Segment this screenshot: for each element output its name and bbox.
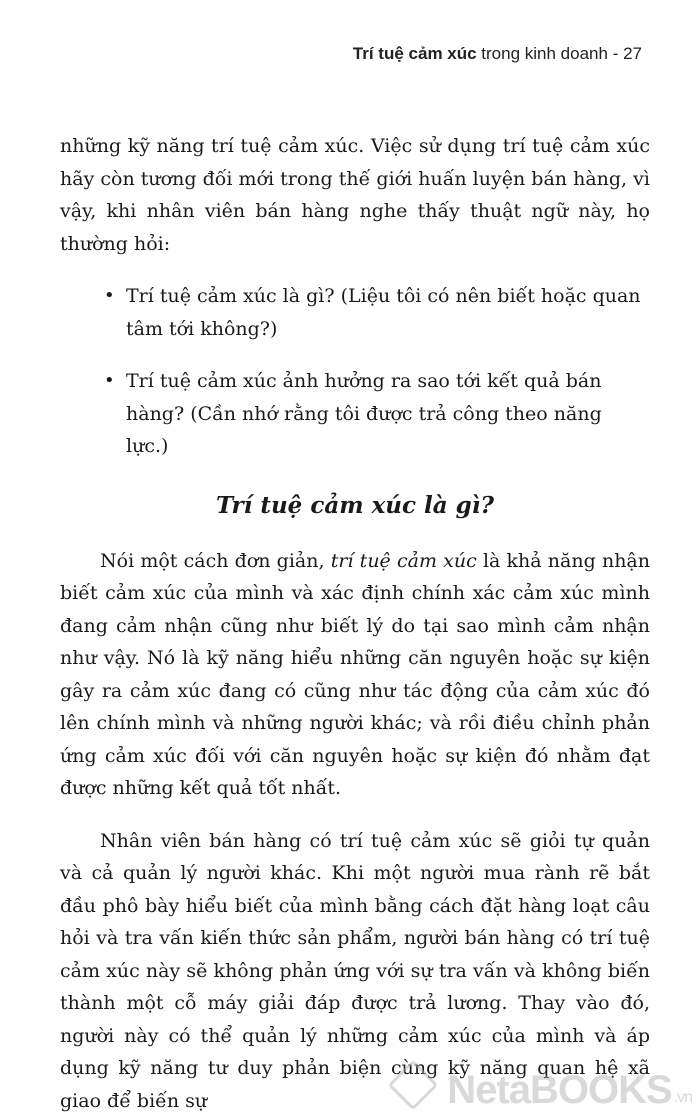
bullet-text: Trí tuệ cảm xúc ảnh hưởng ra sao tới kết quả bán hàng? (Cần nhớ rằng tôi được trả công theo năng lực.) — [126, 370, 602, 457]
page-number: 27 — [623, 44, 642, 63]
bullet-list — [60, 280, 650, 463]
bullet-item — [104, 280, 650, 345]
definition-paragraph — [60, 545, 650, 805]
bullet-text: Trí tuệ cảm xúc là gì? (Liệu tôi có nên biết hoặc quan tâm tới không?) — [126, 285, 641, 340]
watermark — [389, 1061, 692, 1113]
page-body — [60, 130, 650, 1117]
header-title-rest: trong kinh doanh — [476, 44, 608, 63]
running-header — [353, 44, 642, 64]
bullet-item — [104, 365, 650, 463]
neta-logo-icon — [388, 1060, 439, 1111]
watermark-brand: NetaBOOKS — [447, 1068, 672, 1112]
intro-paragraph: những kỹ năng trí tuệ cảm xúc. Việc sử dụng trí tuệ cảm xúc hãy còn tương đối mới trong thế giới huấn luyện bán hàng, vì vậy, khi nhân viên bán hàng nghe thấy thuật ngữ này, họ thường hỏi: — [60, 135, 650, 255]
definition-text-before: Nói một cách đơn giản, — [100, 549, 331, 572]
section-heading: Trí tuệ cảm xúc là gì? — [216, 491, 494, 519]
salesperson-paragraph: Nhân viên bán hàng có trí tuệ cảm xúc sẽ giỏi tự quản và cả quản lý người khác. Khi một người mua rành rẽ bắt đầu phô bày hiểu biết của mình bằng cách đặt hàng loạt câu hỏi và tra vấn kiến thức sản phẩm, người bán hàng có trí tuệ cảm xúc này sẽ không phản ứng với sự tra vấn và không biến thành một cỗ máy giải đáp được trả lương. Thay vào đó, người này có thể quản lý những cảm xúc của mình và áp dụng kỹ năng tư duy phản biện cùng kỹ năng quan hệ xã giao để biến sự — [60, 829, 650, 1112]
watermark-suffix: .vn — [673, 1089, 692, 1106]
definition-emphasis: trí tuệ cảm xúc — [330, 549, 477, 572]
bullet-dot: • — [104, 370, 115, 391]
header-separator: - — [607, 44, 624, 63]
bullet-dot: • — [104, 285, 115, 306]
definition-text-after: là khả năng nhận biết cảm xúc của mình và xác định chính xác cảm xúc mình đang cảm nhận cũng như biết lý do tại sao mình cảm nhận như vậy. Nó là kỹ năng hiểu những căn nguyên hoặc sự kiện gây ra cảm xúc đang có cũng như tác động của cảm xúc đó lên chính mình và những người khác; và rồi điều chỉnh phản ứng cảm xúc đối với căn nguyên hoặc sự kiện đó nhằm đạt được những kết quả tốt nhất. — [60, 549, 650, 799]
header-title-bold: Trí tuệ cảm xúc — [352, 44, 477, 63]
